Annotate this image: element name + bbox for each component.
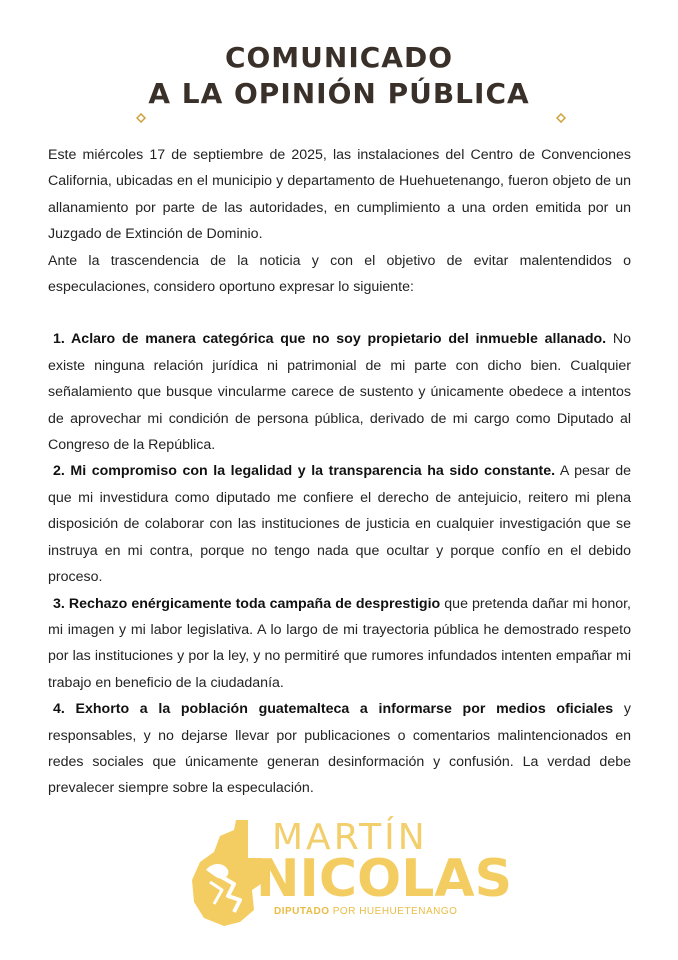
point-heading: 1. Aclaro de manera categórica que no soy propietario del inmueble allanado. [53,331,607,348]
intro-paragraph: Ante la trascendencia de la noticia y con el objetivo de evitar malentendidos o especulaciones, considero oportuno expresar lo siguiente: [48,252,631,296]
point-heading: 4. Exhorto a la población guatemalteca a informarse por medios oficiales [53,701,614,718]
logo-last-name: NICOLAS [256,849,513,909]
statement-point-1 [48,326,631,458]
point-text: No existe ninguna relación jurídica ni patrimonial de mi parte con dicho bien. Cualquier señalamiento que busque vincularme carece de sustento y únicamente obedece a intentos de aprovechar mi condición de persona pública, derivado de mi cargo como Diputado al Congreso de la República. [48,331,631,454]
point-text: A pesar de que mi investidura como diputado me confiere el derecho de antejuicio, reitero mi plena disposición de colaborar con las instituciones de justicia en cualquier investigación que se instruya en mi contra, porque no tengo nada que ocultar y porque confío en el debido proceso. [48,463,631,586]
logo-district: POR HUEHUETENANGO [332,906,458,917]
document-header [0,40,678,112]
point-heading: 2. Mi compromiso con la legalidad y la transparencia ha sido constante. [53,463,556,480]
signature-logo [190,817,513,928]
point-heading: 3. Rechazo enérgicamente toda campaña de desprestigio [53,595,441,612]
gold-divider [136,113,566,123]
statement-body [48,142,631,802]
logo-role [274,906,457,917]
statement-point-4 [48,696,631,802]
point-text: y responsables, y no dejarse llevar por publicaciones o comentarios malintencionados en redes sociales que únicamente generan desinformación y confusión. La verdad debe prevalecer siempre sobre la especulación. [48,701,631,797]
title-line-2: A LA OPINIÓN PÚBLICA [148,77,530,110]
paragraph-spacer [48,300,631,326]
point-text: que pretenda dañar mi honor, mi imagen y mi labor legislativa. A lo largo de mi trayectoria pública he demostrado respeto por las instituciones y por la ley, y no permitiré que rumores infundados intenten empañar mi trabajo en beneficio de la ciudadanía. [48,595,632,691]
statement-point-2 [48,458,631,590]
logo-role-title: DIPUTADO [274,906,330,917]
title-line-1: COMUNICADO [224,41,454,74]
logo-first-name: MARTÍN [272,817,428,858]
intro-paragraph: Este miércoles 17 de septiembre de 2025, las instalaciones del Centro de Convenciones California, ubicadas en el municipio y departamento de Huehuetenango, fueron objeto de un allanamiento por parte de las autoridades, en cumplimiento a una orden emitida por un Juzgado de Extinción de Dominio. [48,147,631,243]
statement-point-3 [48,591,631,697]
